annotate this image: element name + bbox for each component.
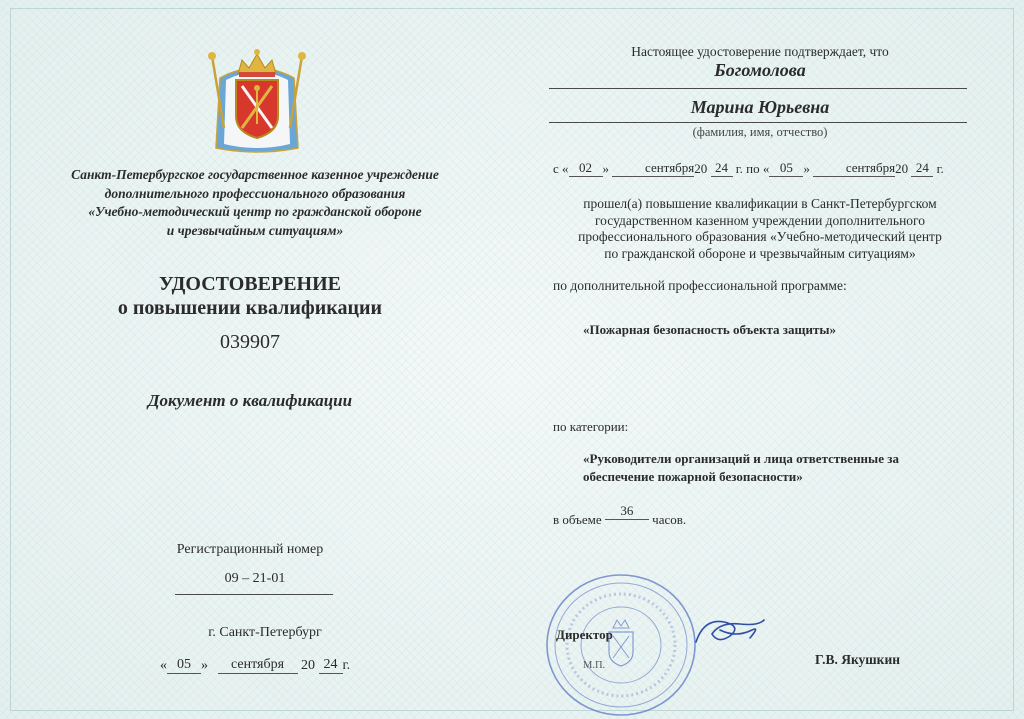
certificate-number: 039907 xyxy=(220,331,280,353)
intro-text: Настоящее удостоверение подтверждает, что xyxy=(631,44,889,59)
training-volume xyxy=(553,503,687,528)
registration-number: 09 – 21-01 xyxy=(224,571,286,586)
issue-date-suffix: г. xyxy=(342,658,351,673)
coat-of-arms-icon xyxy=(202,44,312,156)
signature-icon xyxy=(690,608,770,650)
period-to-suffix: г. xyxy=(936,161,944,176)
given-names-underline xyxy=(549,122,967,123)
training-line-3: профессионального образования «Учебно-методический центр xyxy=(578,229,942,244)
issue-date-close-quote: » xyxy=(201,658,208,673)
training-line-1: прошел(а) повышение квалификации в Санкт-Петербургском xyxy=(583,196,937,211)
fio-caption: (фамилия, имя, отчество) xyxy=(692,125,828,139)
seal-place-label: М.П. xyxy=(583,660,606,671)
period-from-year: 24 xyxy=(711,160,733,177)
director-label: Директор xyxy=(556,627,613,642)
period-to-century: 20 xyxy=(895,161,909,176)
volume-hours: 36 xyxy=(605,503,649,520)
program-name: «Пожарная безопасность объекта защиты» xyxy=(583,322,837,337)
volume-suffix: часов. xyxy=(652,512,687,527)
period-from-suffix: г. по « xyxy=(735,161,770,176)
issuer-line-1: Санкт-Петербургское государственное казенное учреждение xyxy=(71,167,439,182)
category-line-2: обеспечение пожарной безопасности» xyxy=(583,469,803,484)
holder-surname: Богомолова xyxy=(714,60,806,80)
official-stamp-icon xyxy=(543,572,699,718)
period-to-day: 05 xyxy=(769,160,803,177)
category-label: по категории: xyxy=(553,419,629,434)
period-from-month: сентября xyxy=(612,160,694,177)
period-to-month: сентября xyxy=(813,160,895,177)
issue-date-century: 20 xyxy=(301,658,315,673)
training-line-4: по гражданской обороне и чрезвычайным ситуациям» xyxy=(604,245,916,261)
period-to-close: » xyxy=(803,161,810,176)
category-line-1: «Руководители организаций и лица ответственные за xyxy=(583,451,899,466)
category-name xyxy=(583,450,963,486)
period-from-prefix: с « xyxy=(553,161,569,176)
holder-given-names: Марина Юрьевна xyxy=(690,97,830,117)
program-label: по дополнительной профессиональной программе: xyxy=(553,278,847,293)
period-from-close: » xyxy=(602,161,610,176)
issuer-line-2: дополнительного профессионального образования xyxy=(104,185,406,201)
issue-date-day: 05 xyxy=(167,657,201,674)
training-line-2: государственном казенном учреждении дополнительного xyxy=(594,212,925,228)
issuer-line-3: «Учебно-методический центр по гражданской обороне xyxy=(88,204,422,219)
issuer-line-4: и чрезвычайным ситуациям» xyxy=(166,222,344,238)
issue-date-year: 24 xyxy=(319,657,343,674)
issue-date-open-quote: « xyxy=(160,658,167,673)
certificate-title: УДОСТОВЕРЕНИЕ xyxy=(159,273,341,295)
document-type: Документ о квалификации xyxy=(147,391,353,410)
volume-prefix: в объеме xyxy=(553,512,602,527)
surname-underline xyxy=(549,88,967,89)
training-period xyxy=(553,160,944,177)
training-statement xyxy=(550,196,970,262)
period-from-century: 20 xyxy=(694,161,708,176)
period-from-day: 02 xyxy=(569,160,603,177)
signer-name: Г.В. Якушкин xyxy=(815,652,901,667)
certificate-subtitle: о повышении квалификации xyxy=(117,297,383,319)
period-to-year: 24 xyxy=(911,160,933,177)
issue-date-month: сентября xyxy=(218,657,298,674)
registration-label: Регистрационный номер xyxy=(176,542,324,557)
issue-date xyxy=(160,657,350,674)
issuer-organization xyxy=(35,166,475,240)
registration-underline xyxy=(175,594,333,595)
issue-city: г. Санкт-Петербург xyxy=(208,625,322,640)
